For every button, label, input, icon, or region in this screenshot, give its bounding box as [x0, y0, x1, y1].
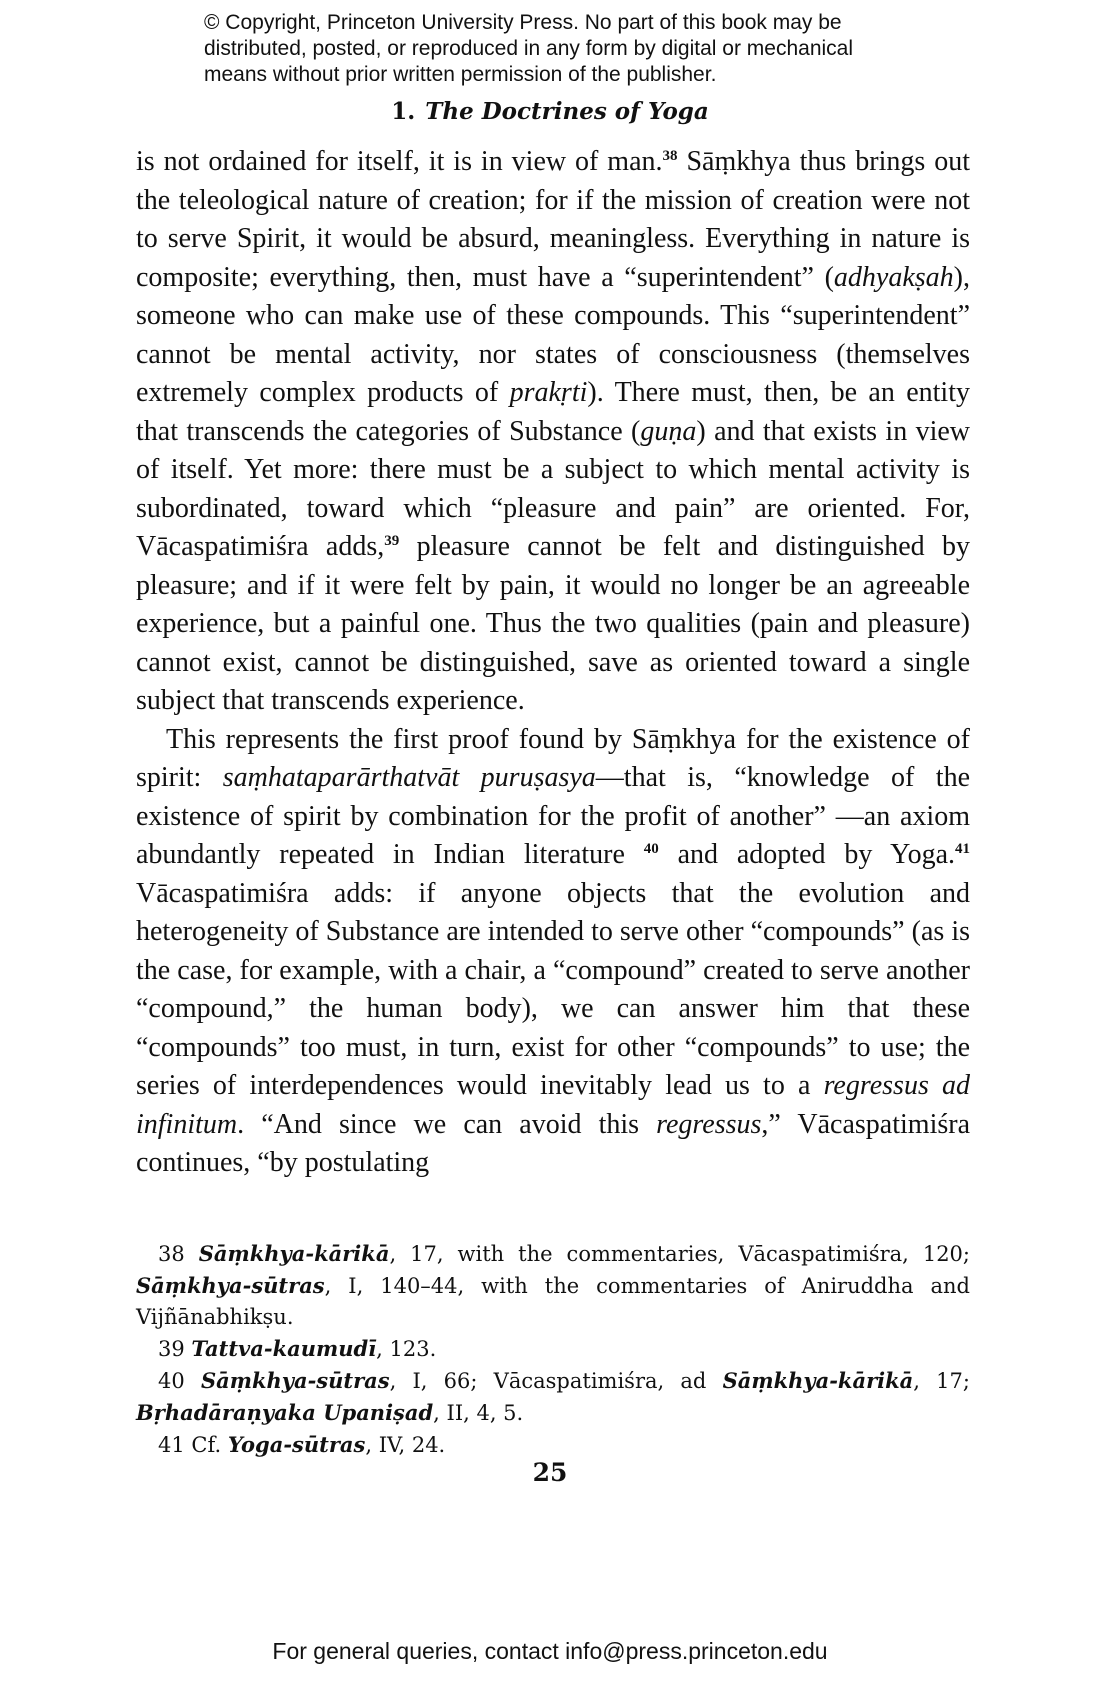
- emphasis: Yoga-sūtras: [227, 1432, 366, 1457]
- text-run: and adopted by Yoga.: [658, 839, 955, 870]
- page-number: 25: [532, 1458, 568, 1487]
- copyright-line: means without prior written permission of the publisher.: [204, 63, 717, 86]
- footnote-number: 40: [158, 1369, 185, 1393]
- emphasis: regressus: [656, 1108, 762, 1140]
- emphasis: guṇa: [640, 415, 697, 447]
- text-run: Sāṃkhya thus brings out the teleological nature of creation; for if the mission of creation were not to serve Spirit, it would be absurd, meaningless. Everything in nature is composite; everything, then, must have a “superintendent” (: [136, 146, 970, 293]
- emphasis: Sāṃkhya-sūtras: [136, 1273, 325, 1298]
- main-text: [136, 143, 970, 1183]
- emphasis: prakṛti: [509, 377, 588, 408]
- emphasis: Sāṃkhya-kārikā: [722, 1368, 914, 1393]
- footnote-39: [136, 1333, 970, 1365]
- chapter-title: The Doctrines of Yoga: [425, 98, 709, 125]
- paragraph: [136, 721, 970, 1183]
- footnote-number: 41: [158, 1433, 185, 1457]
- text-run: This represents the first proof found by Sāṃkhya for the existence of spirit:: [136, 723, 970, 793]
- footnote-number: 39: [158, 1337, 185, 1361]
- text-run: , IV, 24.: [365, 1433, 446, 1457]
- text-run: , II, 4, 5.: [433, 1401, 524, 1425]
- text-run: ). There must, then, be an entity that transcends the categories of Substance (: [136, 377, 970, 447]
- copyright-line: distributed, posted, or reproduced in any form by digital or mechanical: [204, 37, 854, 60]
- footnote-ref: 41: [955, 841, 970, 857]
- text-run: Cf.: [191, 1433, 228, 1457]
- emphasis: adhyakṣah: [833, 261, 954, 293]
- emphasis: Tattva-kaumudī: [191, 1336, 377, 1361]
- text-run: is not ordained for itself, it is in view of man.: [136, 146, 663, 177]
- footer-contact: For general queries, contact info@press.princeton.edu: [272, 1638, 828, 1664]
- text-run: ,” Vācaspatimiśra continues, “by postulating: [136, 1108, 970, 1178]
- footnote-38: [136, 1238, 970, 1333]
- paragraph: [136, 143, 970, 721]
- emphasis: Sāṃkhya-kārikā: [198, 1241, 390, 1266]
- footnote-ref: 39: [384, 533, 400, 549]
- text-run: ) and that exists in view of itself. Yet more: there must be a subject to which mental activity is subordinated, toward which “pleasure and pain” are oriented. For, Vācaspatimiśra adds,: [136, 415, 971, 562]
- emphasis: regressus ad infinitum: [136, 1070, 970, 1140]
- text-run: , 17;: [913, 1369, 970, 1393]
- footnote-ref: 40: [643, 841, 659, 857]
- text-run: , 17, with the commentaries, Vācaspatimiśra, 120;: [389, 1242, 970, 1266]
- text-run: —that is, “knowledge of the existence of spirit by combination for the profit of another” —an axiom abundantly repeated in Indian literature: [136, 762, 971, 870]
- emphasis: saṃhataparārthatvāt puruṣasya: [222, 762, 596, 793]
- footnote-40: [136, 1365, 970, 1429]
- text-run: ), someone who can make use of these compounds. This “superintendent” cannot be mental activity, nor states of consciousness (themselves extremely complex products of: [136, 261, 970, 408]
- text-run: , I, 140–44, with the commentaries of Aniruddha and Vijñānabhikṣu.: [136, 1274, 970, 1329]
- text-run: , 123.: [376, 1337, 437, 1361]
- emphasis: Sāṃkhya-sūtras: [200, 1368, 390, 1393]
- copyright-line: © Copyright, Princeton University Press. No part of this book may be: [204, 11, 842, 34]
- copyright-notice: [204, 10, 924, 88]
- footnote-41: [136, 1429, 970, 1461]
- running-head: [0, 98, 1100, 125]
- text-run: pleasure cannot be felt and distinguished by pleasure; and if it were felt by pain, it would no longer be an agreeable experience, but a painful one. Thus the two qualities (pain and pleasure) cannot exist, cannot be distinguished, save as oriented toward a single subject that transcends experience.: [136, 531, 970, 716]
- text-run: , I, 66; Vācaspatimiśra, ad: [389, 1369, 723, 1393]
- text-run: Vācaspatimiśra adds: if anyone objects that the evolution and heterogeneity of Substance are intended to serve other “compounds” (as is the case, for example, with a chair, a “compound” created to serve another “compound,” the human body), we can answer him that these “compounds” too must, in turn, exist for other “compounds” to use; the series of interdependences would inevitably lead us to a: [136, 877, 970, 1101]
- footnotes: [136, 1238, 970, 1461]
- emphasis: Bṛhadāraṇyaka Upaniṣad: [136, 1400, 434, 1425]
- footnote-number: 38: [158, 1242, 185, 1266]
- text-run: . “And since we can avoid this: [237, 1108, 657, 1140]
- chapter-number: 1.: [391, 98, 416, 125]
- footnote-ref: 38: [662, 148, 678, 164]
